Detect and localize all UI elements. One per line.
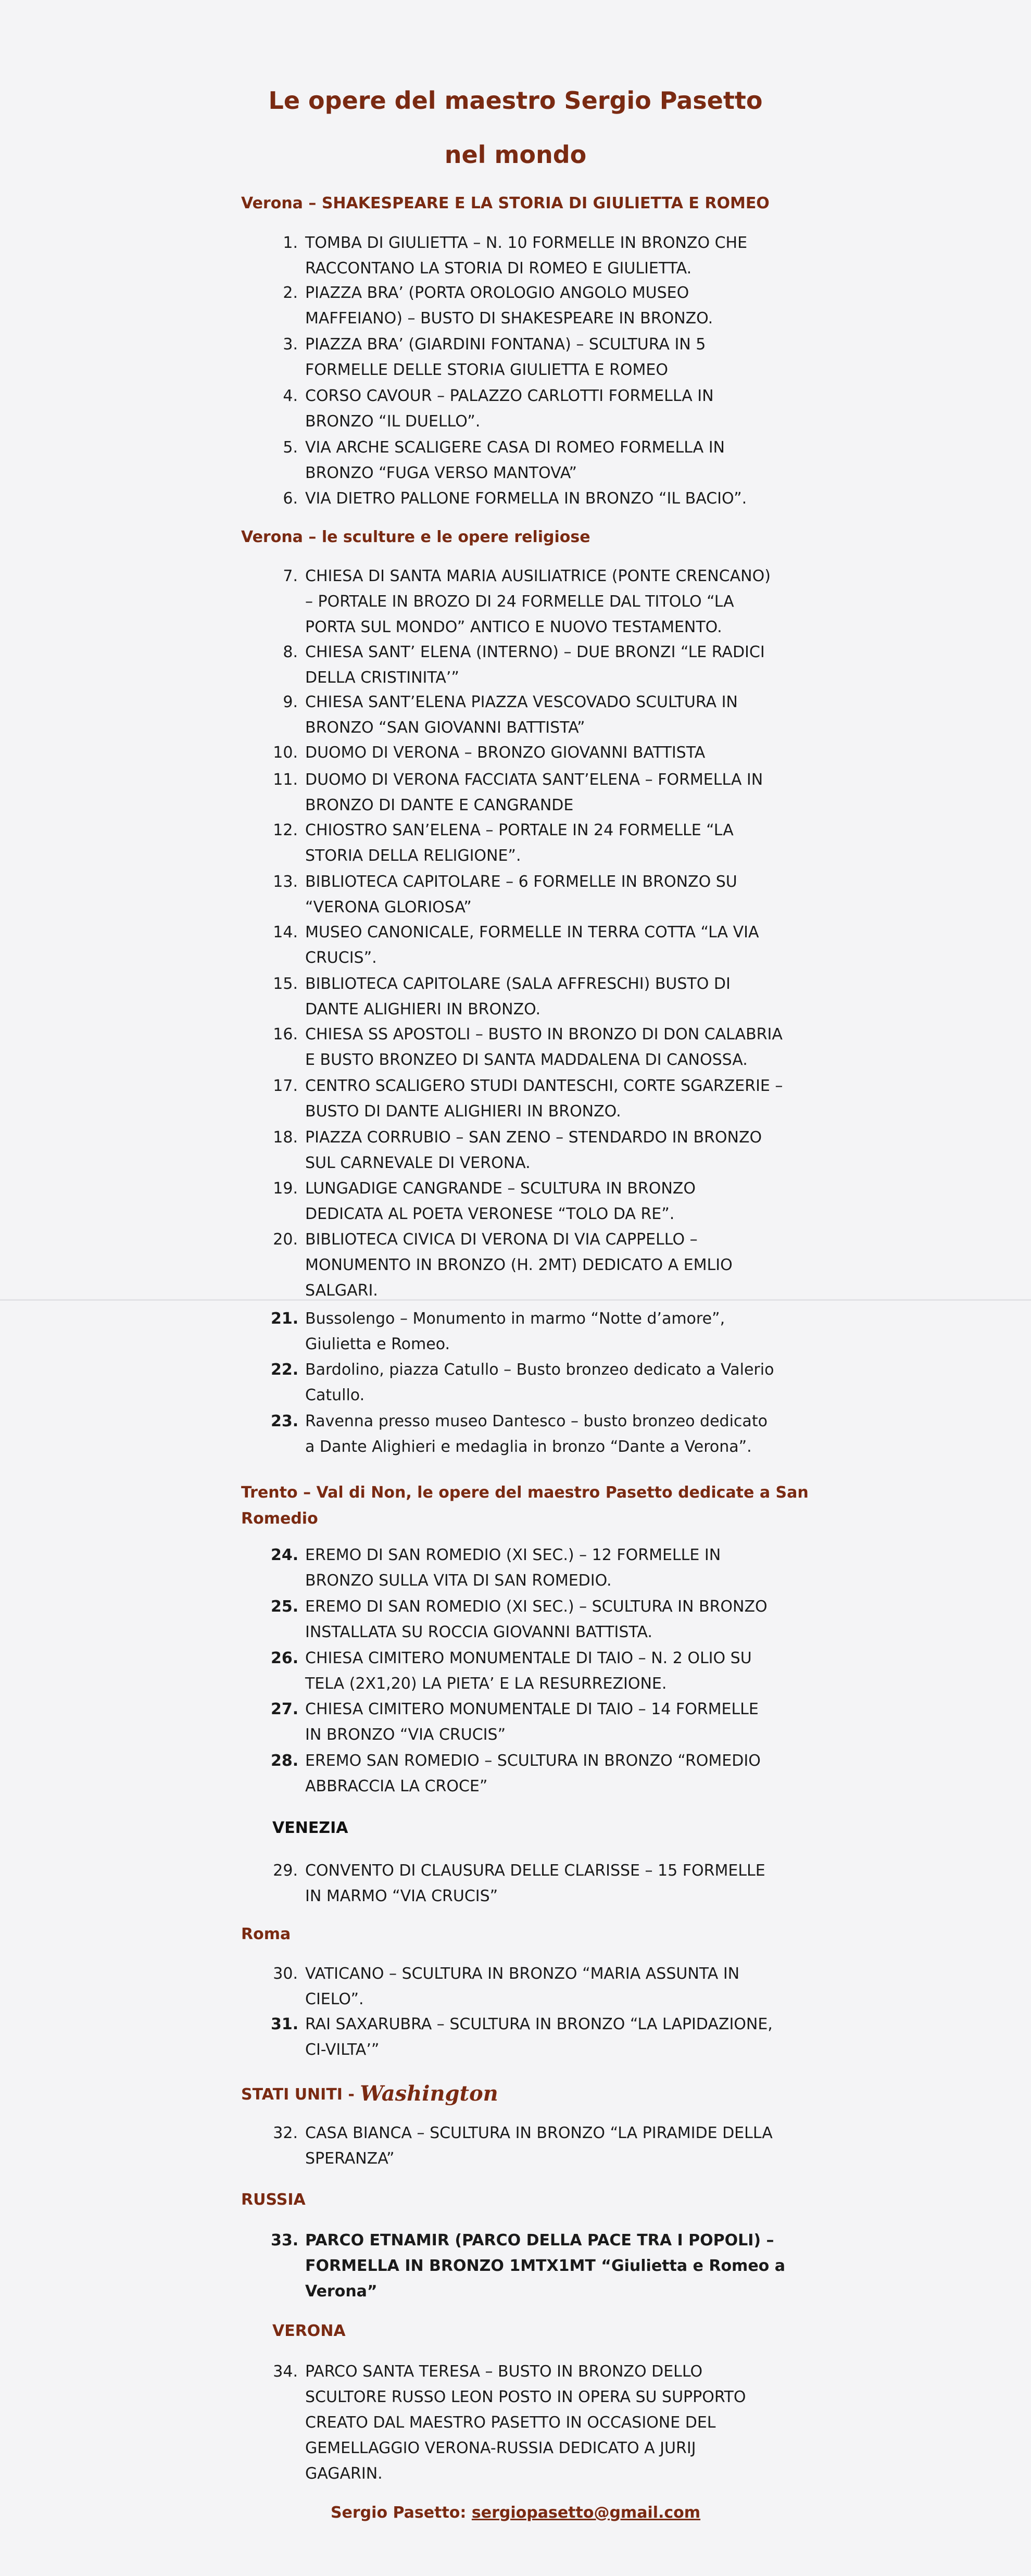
section-verona-shakespeare: Verona – SHAKESPEARE E LA STORIA DI GIULIETTA E ROMEO [241,194,770,212]
list-item-line: EREMO DI SAN ROMEDIO (XI SEC.) – 12 FORMELLE IN [305,1546,721,1564]
list-item-number: 6. [283,489,298,508]
list-item-text [305,230,797,281]
list-item-line: CHIOSTRO SAN’ELENA – PORTALE IN 24 FORMELLE “LA [305,821,734,839]
section-trento [241,1480,814,1532]
list-item-line: Ravenna presso museo Dantesco – busto bronzeo dedicato [305,1412,768,1430]
list-item-line: FORMELLE DELLE STORIA GIULIETTA E ROMEO [305,361,669,379]
list-item-text [305,971,797,1022]
list-item-number: 15. [273,975,298,993]
list-item-number: 14. [273,923,298,941]
list-item-line: LUNGADIGE CANGRANDE – SCULTURA IN BRONZO [305,1179,696,1198]
list-item-line: STORIA DELLA RELIGIONE”. [305,847,521,865]
list-item-line: ABBRACCIA LA CROCE” [305,1777,488,1795]
list-item-number: 22. [271,1361,299,1379]
list-item-line: Catullo. [305,1386,365,1404]
list-item-line: “VERONA GLORIOSA” [305,898,472,916]
list-item-text [305,2120,797,2171]
list-item-number: 16. [273,1025,298,1044]
list-item-line: CIELO”. [305,1990,364,2008]
list-item-line: BRONZO DI DANTE E CANGRANDE [305,796,574,814]
list-item-line: CHIESA CIMITERO MONUMENTALE DI TAIO – N. 2 OLIO SU [305,1649,752,1667]
list-item-line: RAI SAXARUBRA – SCULTURA IN BRONZO “LA LAPIDAZIONE, [305,2015,773,2033]
list-item-number: 5. [283,438,298,457]
list-item-line: CORSO CAVOUR – PALAZZO CARLOTTI FORMELLA IN [305,387,714,405]
list-item-line: BRONZO “FUGA VERSO MANTOVA” [305,464,577,482]
list-item-line: IN MARMO “VIA CRUCIS” [305,1887,498,1905]
list-item-number: 2. [283,284,298,302]
list-item-text [305,332,797,383]
list-item-text [305,2012,797,2063]
section-trento-line1: Trento – Val di Non, le opere del maestro Pasetto dedicate a San [241,1484,809,1502]
list-item-text [305,689,797,740]
list-item-line: BIBLIOTECA CAPITOLARE (SALA AFFRESCHI) BUSTO DI [305,975,731,993]
list-item-line: EREMO DI SAN ROMEDIO (XI SEC.) – SCULTURA IN BRONZO [305,1598,768,1616]
section-stati-uniti-label: STATI UNITI - [241,2085,360,2104]
list-item-number: 11. [273,771,298,789]
list-item-line: Giulietta e Romeo. [305,1335,450,1353]
list-item-line: PARCO ETNAMIR (PARCO DELLA PACE TRA I POPOLI) – [305,2231,774,2250]
section-russia: RUSSIA [241,2191,306,2209]
list-item-line: SCULTORE RUSSO LEON POSTO IN OPERA SU SUPPORTO [305,2388,746,2406]
list-item-number: 32. [273,2124,298,2142]
list-item-number: 4. [283,387,298,405]
list-item-text [305,1227,797,1303]
list-item-text [305,1022,797,1073]
list-item-number: 20. [273,1230,298,1249]
document-title: Le opere del maestro Sergio Pasetto [268,86,763,115]
list-item-line: – PORTALE IN BROZO DI 24 FORMELLE DAL TITOLO “LA [305,593,734,611]
section-verona-russia: VERONA [272,2322,346,2340]
list-item-line: MAFFEIANO) – BUSTO DI SHAKESPEARE IN BRONZO. [305,309,713,328]
list-item-line: CENTRO SCALIGERO STUDI DANTESCHI, CORTE SGARZERIE – [305,1077,783,1095]
list-item-number: 13. [273,873,298,891]
list-item-line: E BUSTO BRONZEO DI SANTA MADDALENA DI CANOSSA. [305,1051,748,1069]
list-item-line: GAGARIN. [305,2465,383,2483]
list-item-line: SUL CARNEVALE DI VERONA. [305,1154,531,1172]
list-item-number: 21. [271,1310,299,1328]
list-item-text [305,818,797,869]
list-item-line: GEMELLAGGIO VERONA-RUSSIA DEDICATO A JURIJ [305,2439,696,2457]
list-item-line: CREATO DAL MAESTRO PASETTO IN OCCASIONE DEL [305,2414,716,2432]
list-item-number: 28. [271,1752,299,1770]
list-item-number: 30. [273,1965,298,1983]
section-washington-label: Washington [360,2081,498,2106]
list-item-text [305,920,797,971]
list-item-line: SPERANZA” [305,2150,395,2168]
list-item-text [305,740,797,765]
list-item-line: MONUMENTO IN BRONZO (H. 2MT) DEDICATO A EMLIO [305,1256,733,1274]
list-item-line: RACCONTANO LA STORIA DI ROMEO E GIULIETTA. [305,259,692,278]
footer-contact [0,2500,1031,2525]
list-item-text [305,1645,797,1697]
list-item-text [305,1748,797,1799]
list-item-line: Bardolino, piazza Catullo – Busto bronzeo dedicato a Valerio [305,1361,774,1379]
list-item-number: 31. [271,2015,299,2033]
list-item-line: INSTALLATA SU ROCCIA GIOVANNI BATTISTA. [305,1623,652,1641]
list-item-number: 29. [273,1862,298,1880]
list-item-number: 24. [271,1546,299,1564]
list-item-text [305,1858,797,1909]
list-item-number: 9. [283,693,298,711]
list-item-line: CHIESA SANT’ELENA PIAZZA VESCOVADO SCULTURA IN [305,693,738,711]
list-item-line: CRUCIS”. [305,949,377,967]
list-item-line: PIAZZA BRA’ (PORTA OROLOGIO ANGOLO MUSEO [305,284,689,302]
list-item-line: VATICANO – SCULTURA IN BRONZO “MARIA ASSUNTA IN [305,1965,740,1983]
list-item-text [305,869,797,920]
list-item-line: EREMO SAN ROMEDIO – SCULTURA IN BRONZO “ROMEDIO [305,1752,761,1770]
list-item-line: PIAZZA BRA’ (GIARDINI FONTANA) – SCULTURA IN 5 [305,335,706,354]
list-item-line: BRONZO “SAN GIOVANNI BATTISTA” [305,719,585,737]
list-item-line: Verona” [305,2282,378,2301]
list-item-line: DUOMO DI VERONA FACCIATA SANT’ELENA – FORMELLA IN [305,771,763,789]
list-item-line: BUSTO DI DANTE ALIGHIERI IN BRONZO. [305,1102,621,1121]
list-item-line: BRONZO “IL DUELLO”. [305,412,481,431]
list-item-text [305,280,797,331]
list-item-line: CHIESA DI SANTA MARIA AUSILIATRICE (PONTE CRENCANO) [305,567,771,585]
email-link[interactable]: sergiopasetto@gmail.com [471,2504,701,2522]
list-item-line: TELA (2X1,20) LA PIETA’ E LA RESURREZIONE. [305,1675,667,1693]
list-item-text [305,1357,797,1408]
list-item-text [305,1542,797,1593]
list-item-number: 34. [273,2363,298,2381]
list-item-line: CASA BIANCA – SCULTURA IN BRONZO “LA PIRAMIDE DELLA [305,2124,773,2142]
footer-label: Sergio Pasetto: [330,2504,472,2522]
list-item-text [305,1125,797,1176]
list-item-number: 18. [273,1128,298,1147]
list-item-line: DUOMO DI VERONA – BRONZO GIOVANNI BATTISTA [305,744,706,762]
list-item-line: BIBLIOTECA CIVICA DI VERONA DI VIA CAPPELLO – [305,1230,698,1249]
section-verona-sculture: Verona – le sculture e le opere religiose [241,528,590,546]
list-item-line: BRONZO SULLA VITA DI SAN ROMEDIO. [305,1572,612,1590]
list-item-line: MUSEO CANONICALE, FORMELLE IN TERRA COTTA “LA VIA [305,923,759,941]
list-item-text [305,1306,797,1357]
list-item-text [305,486,797,511]
document-subtitle: nel mondo [444,141,587,169]
list-item-number: 10. [273,744,298,762]
list-item-number: 12. [273,821,298,839]
list-item-line: CONVENTO DI CLAUSURA DELLE CLARISSE – 15 FORMELLE [305,1862,765,1880]
list-item-text [305,1697,797,1748]
section-roma: Roma [241,1925,291,1943]
list-item-text [305,435,797,486]
list-item-text [305,1409,797,1460]
section-stati-uniti [241,2081,814,2108]
list-item-number: 1. [283,234,298,252]
list-item-text [305,383,797,434]
list-item-number: 17. [273,1077,298,1095]
section-trento-line2: Romedio [241,1510,318,1528]
list-item-number: 8. [283,643,298,661]
list-item-number: 7. [283,567,298,585]
list-item-line: SALGARI. [305,1281,378,1300]
list-item-text [305,1594,797,1645]
list-item-line: DEDICATA AL POETA VERONESE “TOLO DA RE”. [305,1205,675,1223]
list-item-line: VIA DIETRO PALLONE FORMELLA IN BRONZO “IL BACIO”. [305,489,747,508]
list-item-number: 26. [271,1649,299,1667]
list-item-number: 23. [271,1412,299,1430]
list-item-line: BIBLIOTECA CAPITOLARE – 6 FORMELLE IN BRONZO SU [305,873,737,891]
list-item-line: CHIESA CIMITERO MONUMENTALE DI TAIO – 14 FORMELLE [305,1700,759,1718]
list-item-line: DANTE ALIGHIERI IN BRONZO. [305,1000,541,1019]
list-item-line: DELLA CRISTINITA’” [305,669,459,687]
list-item-line: TOMBA DI GIULIETTA – N. 10 FORMELLE IN BRONZO CHE [305,234,748,252]
list-item-line: VIA ARCHE SCALIGERE CASA DI ROMEO FORMELLA IN [305,438,725,457]
list-item-text [305,1176,797,1227]
list-item-line: PARCO SANTA TERESA – BUSTO IN BRONZO DELLO [305,2363,703,2381]
list-item-text [305,767,797,818]
list-item-text [305,2359,797,2486]
list-item-line: IN BRONZO “VIA CRUCIS” [305,1726,506,1744]
list-item-number: 27. [271,1700,299,1718]
list-item-number: 25. [271,1598,299,1616]
list-item-number: 33. [271,2231,299,2250]
list-item-text [305,563,797,640]
list-item-number: 19. [273,1179,298,1198]
list-item-text [305,1961,797,2012]
section-venezia: VENEZIA [272,1819,348,1837]
list-item-line: CI-VILTA’” [305,2041,380,2059]
list-item-number: 3. [283,335,298,354]
list-item-line: PIAZZA CORRUBIO – SAN ZENO – STENDARDO IN BRONZO [305,1128,762,1147]
list-item-line: PORTA SUL MONDO” ANTICO E NUOVO TESTAMENTO. [305,618,722,636]
list-item-text [305,1073,797,1124]
list-item-line: a Dante Alighieri e medaglia in bronzo “Dante a Verona”. [305,1438,752,1456]
list-item-line: Bussolengo – Monumento in marmo “Notte d’amore”, [305,1310,725,1328]
list-item-line: CHIESA SANT’ ELENA (INTERNO) – DUE BRONZI “LE RADICI [305,643,765,661]
list-item-line: CHIESA SS APOSTOLI – BUSTO IN BRONZO DI DON CALABRIA [305,1025,783,1044]
list-item-text [305,2228,797,2304]
list-item-text [305,639,797,690]
list-item-line: FORMELLA IN BRONZO 1MTX1MT “Giulietta e Romeo a [305,2257,785,2275]
